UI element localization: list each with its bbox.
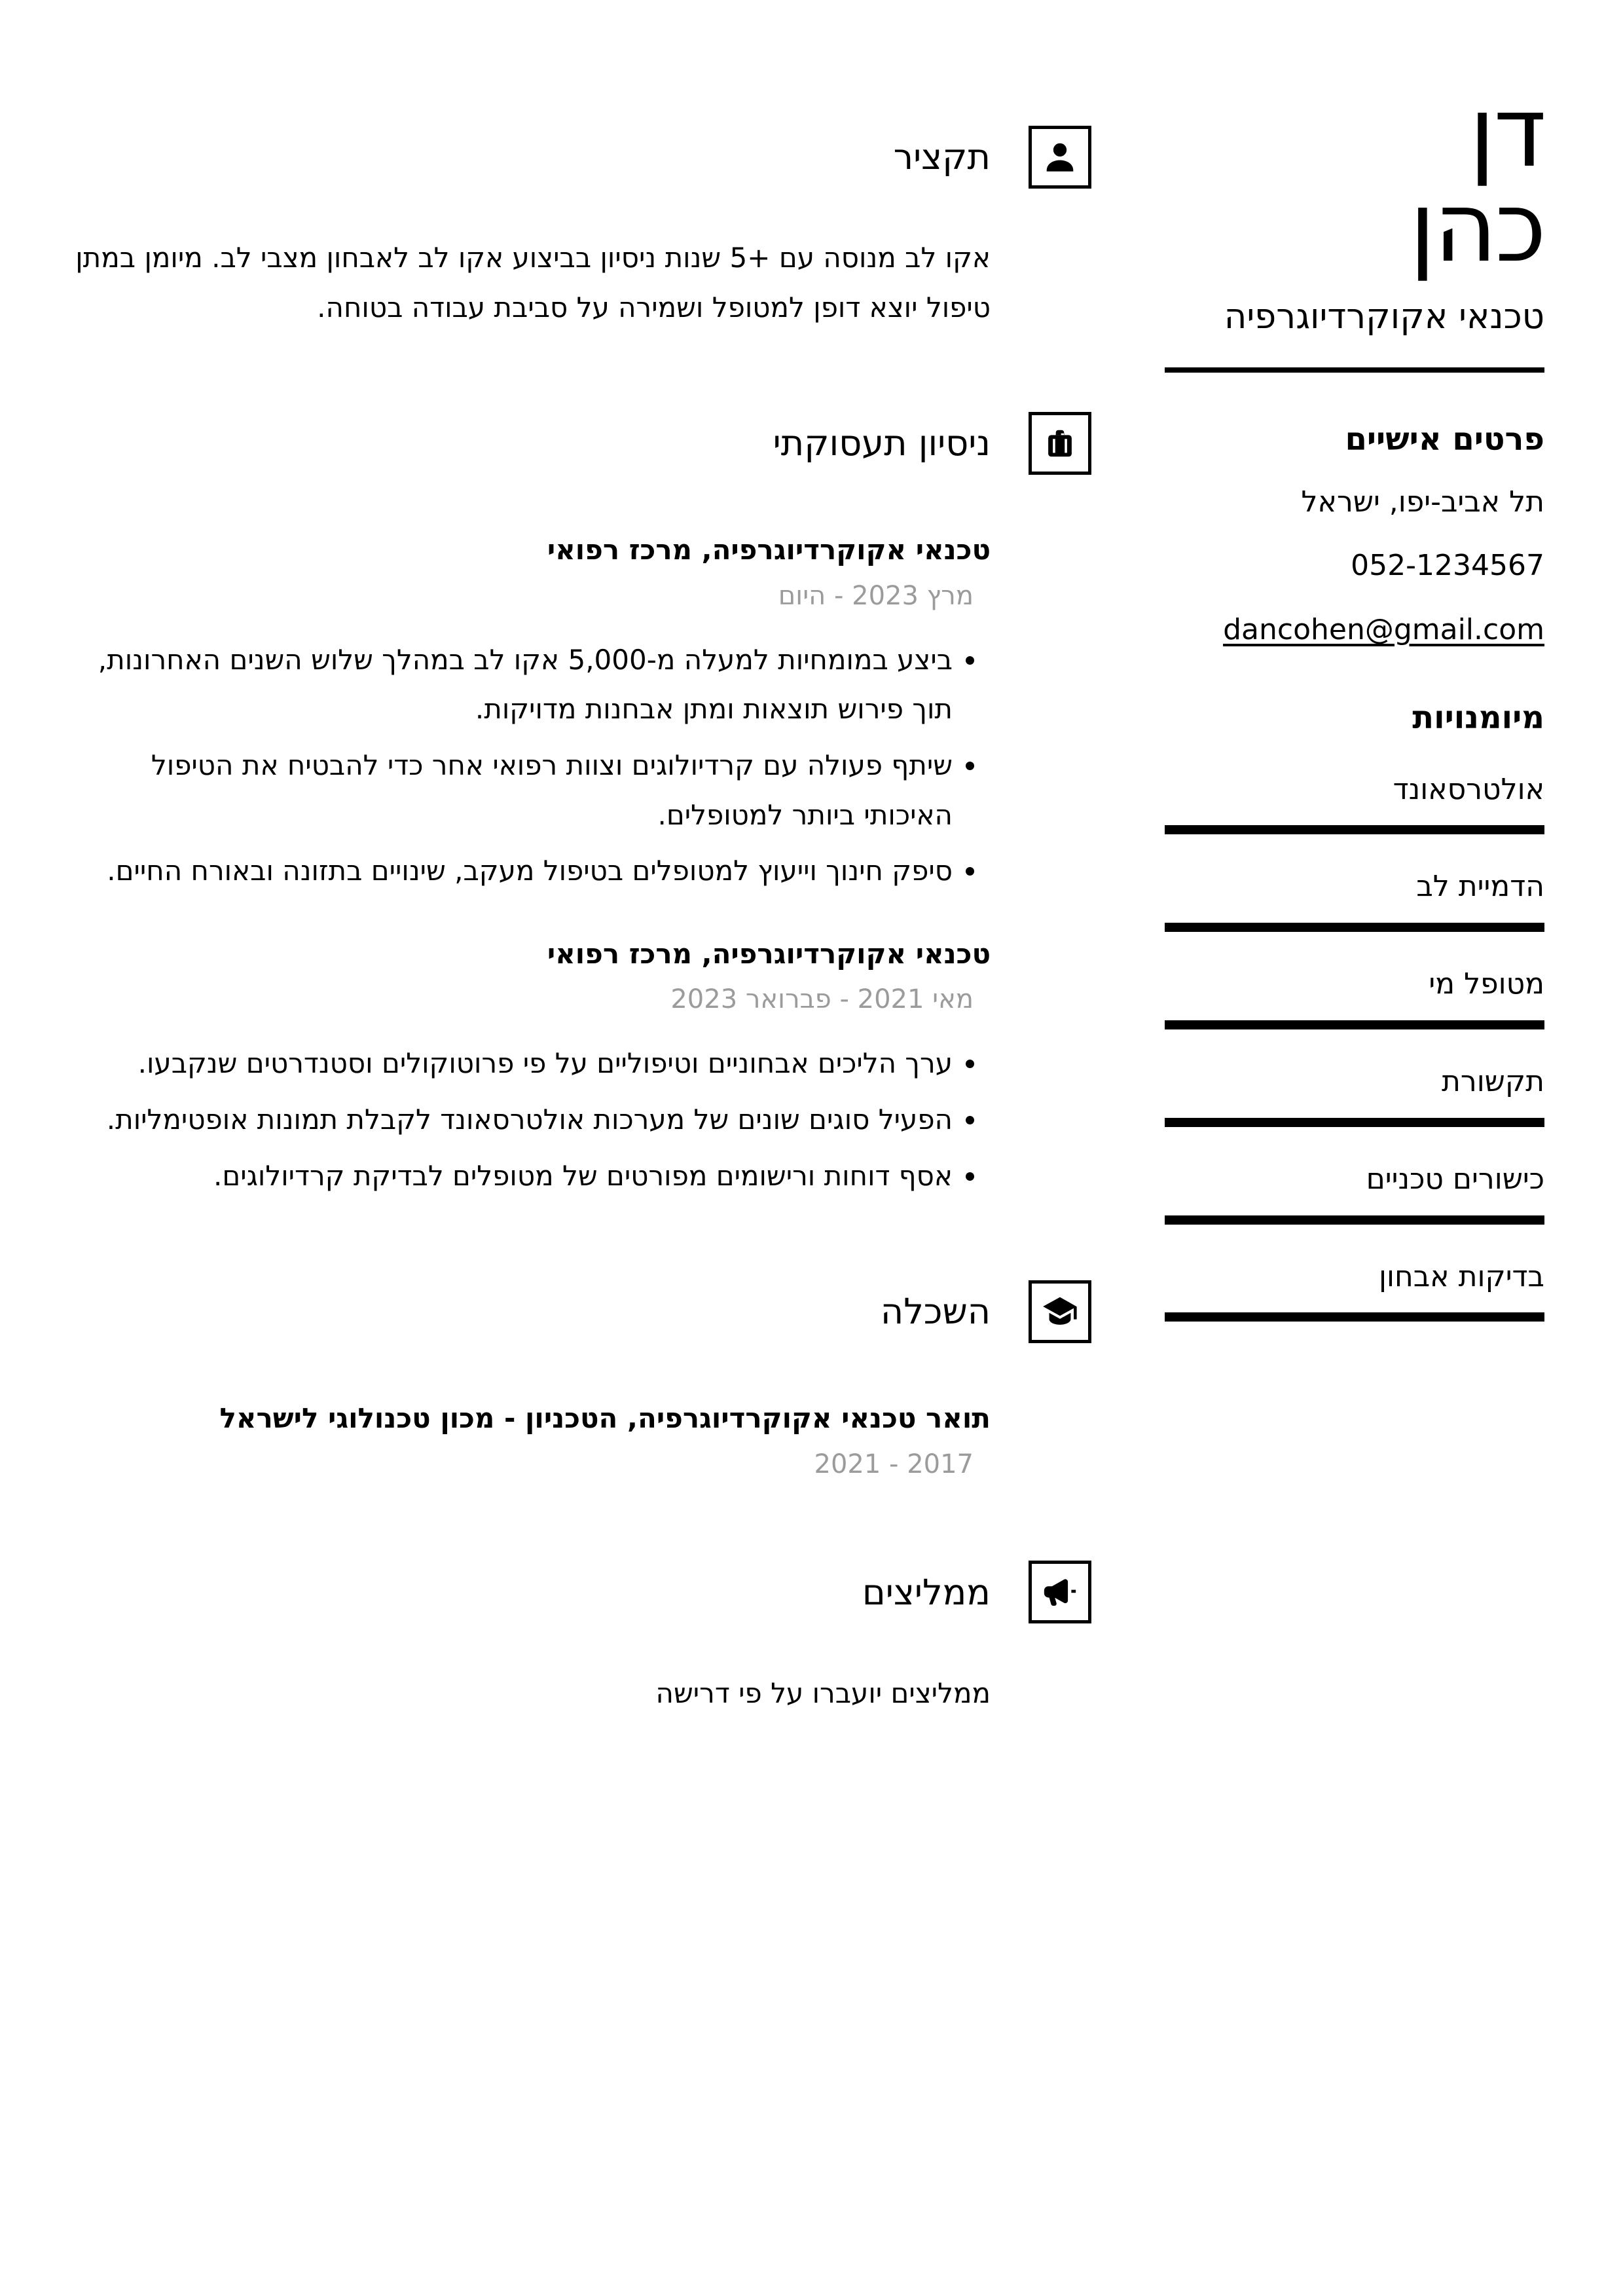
- skill-level-bar: [1165, 1020, 1544, 1029]
- job-bullet: • אסף דוחות ורישומים מפורטים של מטופלים לבדיקת קרדיולוגים.: [75, 1151, 953, 1201]
- last-name: כהן: [1409, 171, 1544, 284]
- job-bullet: • ערך הליכים אבחוניים וטיפוליים על פי פרוטוקולים וסטנדרטים שנקבעו.: [75, 1039, 953, 1088]
- email-link[interactable]: dancohen@gmail.com: [1223, 613, 1544, 647]
- skill-label: הדמיית לב: [1416, 870, 1544, 904]
- references-title: ממליצים: [862, 1571, 991, 1613]
- education-section: [75, 1263, 1091, 1481]
- summary-section: [75, 108, 1091, 332]
- education-header: [75, 1263, 1091, 1360]
- personal-details-heading: פרטים אישיים: [1345, 421, 1544, 458]
- phone-number: 052-1234567: [1351, 549, 1544, 583]
- job-entry: [75, 532, 991, 896]
- degree-title: תואר טכנאי אקוקרדיוגרפיה, הטכניון - מכון טכנולוגי לישראל: [219, 1402, 991, 1435]
- skills-heading: מיומנויות: [1412, 699, 1544, 736]
- job-bullet-list: [75, 1039, 991, 1200]
- job-dates: מרץ 2023 - היום: [778, 580, 974, 611]
- references-section: [75, 1544, 1091, 1718]
- experience-section: [75, 394, 1091, 1200]
- references-text: ממליצים יועברו על פי דרישה: [655, 1676, 991, 1709]
- job-bullet: • הפעיל סוגים שונים של מערכות אולטרסאונד לקבלת תמונות אופטימליות.: [75, 1095, 953, 1145]
- references-header: [75, 1544, 1091, 1641]
- main-column: [75, 85, 1091, 2296]
- education-entry: [75, 1401, 991, 1481]
- skill-row: [1165, 1260, 1544, 1322]
- skill-level-bar: [1165, 1215, 1544, 1225]
- headline-job-title: טכנאי אקוקרדיוגרפיה: [1224, 297, 1544, 337]
- job-bullet: • סיפק חינוך וייעוץ למטופלים בטיפול מעקב, שינויים בתזונה ובאורח החיים.: [75, 846, 953, 896]
- education-title: השכלה: [880, 1290, 991, 1332]
- first-name: דן: [1468, 76, 1544, 189]
- skill-level-bar: [1165, 1118, 1544, 1127]
- name-block: [1165, 76, 1544, 284]
- skill-label: תקשורת: [1441, 1064, 1544, 1098]
- skill-label: אולטרסאונד: [1393, 772, 1544, 806]
- skill-label: כישורים טכניים: [1366, 1162, 1544, 1196]
- experience-header: [75, 394, 1091, 492]
- skill-label: מטופל מי: [1429, 967, 1544, 1001]
- skill-row: [1165, 1065, 1544, 1127]
- job-entry: [75, 936, 991, 1200]
- sidebar-divider: [1165, 367, 1544, 373]
- summary-text: אקו לב מנוסה עם +5 שנות ניסיון בביצוע אקו לב לאבחון מצבי לב. מיומן במתן טיפול יוצא דופן למטופל ושמירה על סביבת עבודה בטוחה.: [75, 242, 991, 324]
- education-dates: 2017 - 2021: [814, 1449, 974, 1479]
- job-dates: מאי 2021 - פברואר 2023: [670, 984, 974, 1015]
- skill-level-bar: [1165, 1312, 1544, 1322]
- briefcase-icon: [1029, 412, 1091, 475]
- skill-row: [1165, 1162, 1544, 1225]
- location-text: תל אביב-יפו, ישראל: [1301, 485, 1544, 519]
- job-bullet-list: [75, 635, 991, 896]
- job-title: טכנאי אקוקרדיוגרפיה, מרכז רפואי: [547, 534, 991, 566]
- megaphone-icon: [1029, 1561, 1091, 1623]
- skill-row: [1165, 967, 1544, 1029]
- skill-label: בדיקות אבחון: [1379, 1259, 1544, 1293]
- summary-header: [75, 108, 1091, 206]
- job-bullet: • שיתף פעולה עם קרדיולוגים וצוות רפואי אחר כדי להבטיח את הטיפול האיכותי ביותר למטופלים.: [75, 741, 953, 840]
- job-title: טכנאי אקוקרדיוגרפיה, מרכז רפואי: [547, 937, 991, 970]
- graduation-cap-icon: [1029, 1280, 1091, 1343]
- skill-row: [1165, 773, 1544, 835]
- experience-title: ניסיון תעסוקתי: [773, 422, 991, 464]
- summary-title: תקציר: [893, 136, 991, 177]
- job-bullet: • ביצע במומחיות למעלה מ-5,000 אקו לב במהלך שלוש השנים האחרונות, תוך פירוש תוצאות ומתן אבחנות מדויקות.: [75, 635, 953, 734]
- skill-level-bar: [1165, 923, 1544, 932]
- skill-level-bar: [1165, 825, 1544, 834]
- sidebar: [1165, 76, 1544, 2296]
- person-icon: [1029, 126, 1091, 189]
- skill-row: [1165, 870, 1544, 932]
